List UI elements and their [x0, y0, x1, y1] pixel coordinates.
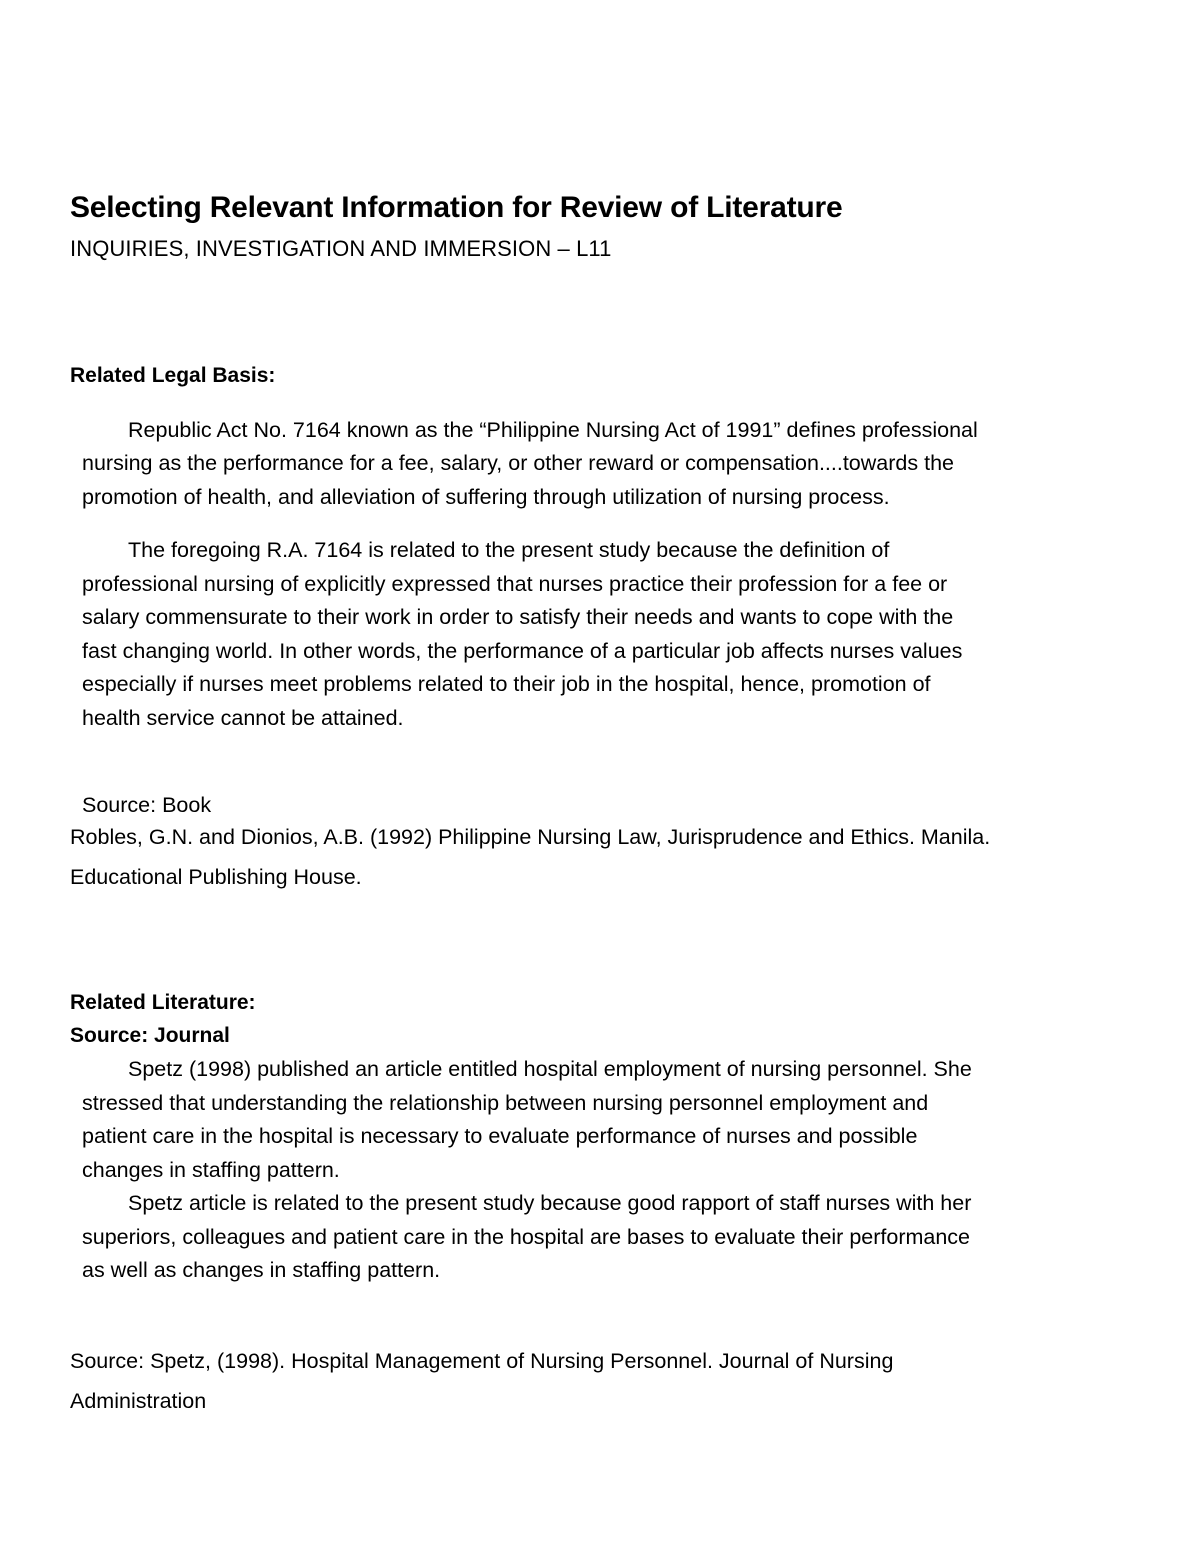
literature-paragraph-1-line: Spetz (1998) published an article entitled hospital employment of nursing personnel. She: [128, 1057, 972, 1081]
legal-paragraph-2-line: salary commensurate to their work in order to satisfy their needs and wants to cope with the: [82, 605, 954, 629]
legal-paragraph-2-line: The foregoing R.A. 7164 is related to the present study because the definition of: [128, 538, 890, 562]
literature-paragraph-1-line: patient care in the hospital is necessary to evaluate performance of nurses and possible: [82, 1124, 918, 1148]
legal-paragraph-2-line: fast changing world. In other words, the performance of a particular job affects nurses values: [82, 639, 963, 663]
legal-basis-heading: Related Legal Basis:: [70, 364, 276, 387]
literature-paragraph-2-line: Spetz article is related to the present study because good rapport of staff nurses with her: [128, 1191, 972, 1215]
legal-paragraph-2-line: professional nursing of explicitly expressed that nurses practice their profession for a fee or: [82, 572, 948, 596]
book-citation-line: Educational Publishing House.: [70, 865, 362, 889]
literature-paragraph-2-line: superiors, colleagues and patient care in the hospital are bases to evaluate their performance: [82, 1225, 971, 1249]
journal-source-heading: Source: Journal: [70, 1024, 230, 1047]
document-subtitle: INQUIRIES, INVESTIGATION AND IMMERSION – L11: [70, 236, 612, 261]
literature-paragraph-1-line: stressed that understanding the relationship between nursing personnel employment and: [82, 1091, 929, 1115]
document-title: Selecting Relevant Information for Review of Literature: [70, 191, 843, 224]
literature-paragraph-2-line: as well as changes in staffing pattern.: [82, 1258, 441, 1282]
related-literature-heading: Related Literature:: [70, 991, 256, 1014]
legal-paragraph-1-line: nursing as the performance for a fee, salary, or other reward or compensation....towards the: [82, 451, 954, 475]
legal-paragraph-2-line: health service cannot be attained.: [82, 706, 404, 730]
legal-paragraph-2-line: especially if nurses meet problems related to their job in the hospital, hence, promotion of: [82, 672, 931, 696]
book-source-label: Source: Book: [82, 793, 212, 817]
literature-paragraph-1-line: changes in staffing pattern.: [82, 1158, 340, 1182]
journal-citation-line: Administration: [70, 1389, 207, 1413]
journal-citation-line: Source: Spetz, (1998). Hospital Management of Nursing Personnel. Journal of Nursing: [70, 1349, 894, 1373]
book-citation-line: Robles, G.N. and Dionios, A.B. (1992) Philippine Nursing Law, Jurisprudence and Ethics. Manila.: [70, 825, 991, 849]
legal-paragraph-1-line: Republic Act No. 7164 known as the “Philippine Nursing Act of 1991” defines professional: [128, 418, 978, 442]
legal-paragraph-1-line: promotion of health, and alleviation of suffering through utilization of nursing process.: [82, 485, 890, 509]
